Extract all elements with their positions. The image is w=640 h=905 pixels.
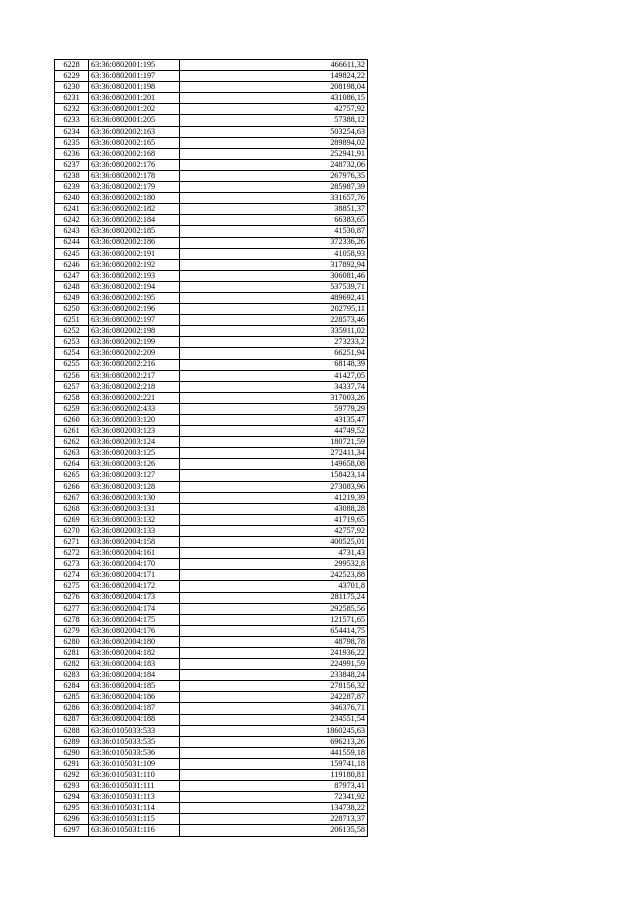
table-row bbox=[55, 659, 368, 670]
row-number: 6261 bbox=[55, 426, 89, 437]
table-row bbox=[55, 60, 368, 71]
cadastral-value: 306081,46 bbox=[180, 270, 368, 281]
row-number: 6277 bbox=[55, 603, 89, 614]
table-row bbox=[55, 758, 368, 769]
cadastral-value: 317892,94 bbox=[180, 259, 368, 270]
cadastral-value: 57388,12 bbox=[180, 115, 368, 126]
cadastral-value: 41219,39 bbox=[180, 492, 368, 503]
cadastral-number: 63:36:0105031:110 bbox=[89, 770, 180, 781]
cadastral-value: 335911,02 bbox=[180, 326, 368, 337]
table-row bbox=[55, 381, 368, 392]
cadastral-value: 119180,81 bbox=[180, 770, 368, 781]
table-row bbox=[55, 93, 368, 104]
cadastral-number: 63:36:0802002:209 bbox=[89, 348, 180, 359]
cadastral-value: 696213,26 bbox=[180, 736, 368, 747]
table-row bbox=[55, 814, 368, 825]
row-number: 6259 bbox=[55, 403, 89, 414]
table-row bbox=[55, 703, 368, 714]
table-row bbox=[55, 625, 368, 636]
cadastral-number: 63:36:0105033:533 bbox=[89, 725, 180, 736]
cadastral-value: 466611,32 bbox=[180, 60, 368, 71]
cadastral-number: 63:36:0802002:193 bbox=[89, 270, 180, 281]
cadastral-value: 72341,92 bbox=[180, 792, 368, 803]
cadastral-value: 149658,08 bbox=[180, 459, 368, 470]
table-row bbox=[55, 248, 368, 259]
table-row bbox=[55, 204, 368, 215]
row-number: 6243 bbox=[55, 226, 89, 237]
table-row bbox=[55, 281, 368, 292]
table-row bbox=[55, 292, 368, 303]
cadastral-number: 63:36:0802002:196 bbox=[89, 304, 180, 315]
cadastral-number: 63:36:0802002:218 bbox=[89, 381, 180, 392]
row-number: 6255 bbox=[55, 359, 89, 370]
table-row bbox=[55, 781, 368, 792]
row-number: 6281 bbox=[55, 647, 89, 658]
cadastral-number: 63:36:0802003:127 bbox=[89, 470, 180, 481]
table-row bbox=[55, 437, 368, 448]
cadastral-number: 63:36:0802001:198 bbox=[89, 82, 180, 93]
row-number: 6249 bbox=[55, 292, 89, 303]
cadastral-value: 273083,96 bbox=[180, 481, 368, 492]
cadastral-value: 292585,56 bbox=[180, 603, 368, 614]
cadastral-number: 63:36:0105031:114 bbox=[89, 803, 180, 814]
cadastral-number: 63:36:0802002:191 bbox=[89, 248, 180, 259]
table-row bbox=[55, 104, 368, 115]
table-row bbox=[55, 137, 368, 148]
row-number: 6256 bbox=[55, 370, 89, 381]
table-row bbox=[55, 148, 368, 159]
row-number: 6240 bbox=[55, 193, 89, 204]
table-row bbox=[55, 714, 368, 725]
table-row bbox=[55, 215, 368, 226]
row-number: 6233 bbox=[55, 115, 89, 126]
row-number: 6245 bbox=[55, 248, 89, 259]
cadastral-value: 208198,04 bbox=[180, 82, 368, 93]
cadastral-number: 63:36:0802002:180 bbox=[89, 193, 180, 204]
row-number: 6260 bbox=[55, 415, 89, 426]
table-row bbox=[55, 392, 368, 403]
cadastral-value: 4731,43 bbox=[180, 548, 368, 559]
row-number: 6236 bbox=[55, 148, 89, 159]
cadastral-value: 43088,28 bbox=[180, 503, 368, 514]
row-number: 6234 bbox=[55, 126, 89, 137]
row-number: 6254 bbox=[55, 348, 89, 359]
cadastral-number: 63:36:0802002:199 bbox=[89, 337, 180, 348]
cadastral-number: 63:36:0802004:182 bbox=[89, 647, 180, 658]
row-number: 6286 bbox=[55, 703, 89, 714]
cadastral-number: 63:36:0802003:131 bbox=[89, 503, 180, 514]
table-row bbox=[55, 226, 368, 237]
table-row bbox=[55, 514, 368, 525]
row-number: 6232 bbox=[55, 104, 89, 115]
row-number: 6257 bbox=[55, 381, 89, 392]
cadastral-value: 42757,92 bbox=[180, 525, 368, 536]
row-number: 6283 bbox=[55, 670, 89, 681]
cadastral-value: 180721,59 bbox=[180, 437, 368, 448]
cadastral-value: 278156,32 bbox=[180, 681, 368, 692]
data-table bbox=[54, 59, 368, 837]
cadastral-value: 38851,37 bbox=[180, 204, 368, 215]
cadastral-value: 228713,37 bbox=[180, 814, 368, 825]
cadastral-number: 63:36:0802002:216 bbox=[89, 359, 180, 370]
table-row bbox=[55, 403, 368, 414]
cadastral-number: 63:36:0802004:171 bbox=[89, 570, 180, 581]
cadastral-value: 242287,87 bbox=[180, 692, 368, 703]
row-number: 6288 bbox=[55, 725, 89, 736]
row-number: 6251 bbox=[55, 315, 89, 326]
cadastral-value: 48798,78 bbox=[180, 636, 368, 647]
cadastral-value: 431086,15 bbox=[180, 93, 368, 104]
cadastral-value: 41427,05 bbox=[180, 370, 368, 381]
cadastral-number: 63:36:0105031:109 bbox=[89, 758, 180, 769]
row-number: 6228 bbox=[55, 60, 89, 71]
cadastral-number: 63:36:0802004:176 bbox=[89, 625, 180, 636]
cadastral-value: 252941,91 bbox=[180, 148, 368, 159]
table-row bbox=[55, 559, 368, 570]
row-number: 6284 bbox=[55, 681, 89, 692]
cadastral-value: 202795,11 bbox=[180, 304, 368, 315]
cadastral-value: 400525,01 bbox=[180, 537, 368, 548]
table-row bbox=[55, 570, 368, 581]
cadastral-value: 441559,18 bbox=[180, 747, 368, 758]
cadastral-value: 331657,76 bbox=[180, 193, 368, 204]
cadastral-value: 489692,41 bbox=[180, 292, 368, 303]
cadastral-number: 63:36:0802004:170 bbox=[89, 559, 180, 570]
cadastral-value: 66251,94 bbox=[180, 348, 368, 359]
row-number: 6272 bbox=[55, 548, 89, 559]
cadastral-value: 372336,26 bbox=[180, 237, 368, 248]
cadastral-number: 63:36:0802003:123 bbox=[89, 426, 180, 437]
row-number: 6262 bbox=[55, 437, 89, 448]
cadastral-number: 63:36:0105033:535 bbox=[89, 736, 180, 747]
cadastral-number: 63:36:0802002:176 bbox=[89, 159, 180, 170]
cadastral-value: 299532,8 bbox=[180, 559, 368, 570]
table-row bbox=[55, 525, 368, 536]
cadastral-value: 44749,52 bbox=[180, 426, 368, 437]
table-row bbox=[55, 126, 368, 137]
cadastral-value: 234551,54 bbox=[180, 714, 368, 725]
row-number: 6250 bbox=[55, 304, 89, 315]
table-row bbox=[55, 315, 368, 326]
table-row bbox=[55, 681, 368, 692]
table-row bbox=[55, 170, 368, 181]
cadastral-number: 63:36:0105033:536 bbox=[89, 747, 180, 758]
row-number: 6269 bbox=[55, 514, 89, 525]
cadastral-value: 121571,65 bbox=[180, 614, 368, 625]
cadastral-number: 63:36:0802004:180 bbox=[89, 636, 180, 647]
cadastral-number: 63:36:0802004:188 bbox=[89, 714, 180, 725]
table-row bbox=[55, 270, 368, 281]
row-number: 6239 bbox=[55, 182, 89, 193]
cadastral-value: 43701,8 bbox=[180, 581, 368, 592]
table-row bbox=[55, 415, 368, 426]
cadastral-number: 63:36:0802001:205 bbox=[89, 115, 180, 126]
cadastral-value: 158423,14 bbox=[180, 470, 368, 481]
cadastral-value: 42757,92 bbox=[180, 104, 368, 115]
table-row bbox=[55, 348, 368, 359]
table-row bbox=[55, 537, 368, 548]
row-number: 6231 bbox=[55, 93, 89, 104]
table-row bbox=[55, 492, 368, 503]
row-number: 6295 bbox=[55, 803, 89, 814]
cadastral-number: 63:36:0802002:198 bbox=[89, 326, 180, 337]
cadastral-number: 63:36:0802004:172 bbox=[89, 581, 180, 592]
cadastral-value: 34337,74 bbox=[180, 381, 368, 392]
cadastral-number: 63:36:0802004:184 bbox=[89, 670, 180, 681]
row-number: 6253 bbox=[55, 337, 89, 348]
cadastral-value: 59779,29 bbox=[180, 403, 368, 414]
row-number: 6237 bbox=[55, 159, 89, 170]
row-number: 6292 bbox=[55, 770, 89, 781]
cadastral-value: 134738,22 bbox=[180, 803, 368, 814]
row-number: 6271 bbox=[55, 537, 89, 548]
row-number: 6273 bbox=[55, 559, 89, 570]
table-row bbox=[55, 825, 368, 836]
cadastral-number: 63:36:0802003:132 bbox=[89, 514, 180, 525]
table-row bbox=[55, 647, 368, 658]
cadastral-number: 63:36:0105031:116 bbox=[89, 825, 180, 836]
row-number: 6287 bbox=[55, 714, 89, 725]
cadastral-number: 63:36:0802002:217 bbox=[89, 370, 180, 381]
cadastral-number: 63:36:0802001:201 bbox=[89, 93, 180, 104]
table-row bbox=[55, 337, 368, 348]
cadastral-number: 63:36:0802004:174 bbox=[89, 603, 180, 614]
row-number: 6296 bbox=[55, 814, 89, 825]
cadastral-value: 285987,39 bbox=[180, 182, 368, 193]
row-number: 6241 bbox=[55, 204, 89, 215]
cadastral-number: 63:36:0105031:111 bbox=[89, 781, 180, 792]
cadastral-value: 149824,22 bbox=[180, 71, 368, 82]
table-row bbox=[55, 470, 368, 481]
cadastral-number: 63:36:0802002:186 bbox=[89, 237, 180, 248]
cadastral-value: 281175,24 bbox=[180, 592, 368, 603]
table-row bbox=[55, 182, 368, 193]
cadastral-number: 63:36:0802002:192 bbox=[89, 259, 180, 270]
table-row bbox=[55, 326, 368, 337]
table-row bbox=[55, 614, 368, 625]
row-number: 6264 bbox=[55, 459, 89, 470]
row-number: 6266 bbox=[55, 481, 89, 492]
cadastral-value: 346376,71 bbox=[180, 703, 368, 714]
row-number: 6289 bbox=[55, 736, 89, 747]
table-row bbox=[55, 792, 368, 803]
table-row bbox=[55, 115, 368, 126]
row-number: 6297 bbox=[55, 825, 89, 836]
row-number: 6247 bbox=[55, 270, 89, 281]
cadastral-value: 41719,65 bbox=[180, 514, 368, 525]
table-row bbox=[55, 193, 368, 204]
cadastral-number: 63:36:0802003:133 bbox=[89, 525, 180, 536]
cadastral-value: 1860245,63 bbox=[180, 725, 368, 736]
table-row bbox=[55, 670, 368, 681]
cadastral-value: 272411,34 bbox=[180, 448, 368, 459]
table-body bbox=[55, 60, 368, 837]
cadastral-number: 63:36:0802002:178 bbox=[89, 170, 180, 181]
row-number: 6263 bbox=[55, 448, 89, 459]
cadastral-number: 63:36:0802002:179 bbox=[89, 182, 180, 193]
row-number: 6265 bbox=[55, 470, 89, 481]
row-number: 6248 bbox=[55, 281, 89, 292]
cadastral-number: 63:36:0802004:186 bbox=[89, 692, 180, 703]
cadastral-number: 63:36:0105031:115 bbox=[89, 814, 180, 825]
cadastral-number: 63:36:0802002:197 bbox=[89, 315, 180, 326]
cadastral-value: 273233,2 bbox=[180, 337, 368, 348]
cadastral-value: 41058,93 bbox=[180, 248, 368, 259]
table-row bbox=[55, 803, 368, 814]
cadastral-number: 63:36:0802002:165 bbox=[89, 137, 180, 148]
cadastral-number: 63:36:0802004:183 bbox=[89, 659, 180, 670]
cadastral-number: 63:36:0802003:125 bbox=[89, 448, 180, 459]
table-row bbox=[55, 747, 368, 758]
cadastral-number: 63:36:0802002:195 bbox=[89, 292, 180, 303]
row-number: 6285 bbox=[55, 692, 89, 703]
table-row bbox=[55, 603, 368, 614]
row-number: 6294 bbox=[55, 792, 89, 803]
row-number: 6230 bbox=[55, 82, 89, 93]
row-number: 6267 bbox=[55, 492, 89, 503]
cadastral-value: 537539,71 bbox=[180, 281, 368, 292]
row-number: 6279 bbox=[55, 625, 89, 636]
row-number: 6229 bbox=[55, 71, 89, 82]
cadastral-number: 63:36:0802002:433 bbox=[89, 403, 180, 414]
cadastral-number: 63:36:0802001:202 bbox=[89, 104, 180, 115]
cadastral-value: 267976,35 bbox=[180, 170, 368, 181]
table-row bbox=[55, 448, 368, 459]
cadastral-value: 43135,47 bbox=[180, 415, 368, 426]
cadastral-number: 63:36:0802003:124 bbox=[89, 437, 180, 448]
cadastral-value: 503254,63 bbox=[180, 126, 368, 137]
cadastral-number: 63:36:0802002:184 bbox=[89, 215, 180, 226]
table-row bbox=[55, 503, 368, 514]
table-row bbox=[55, 736, 368, 747]
row-number: 6268 bbox=[55, 503, 89, 514]
cadastral-value: 241936,22 bbox=[180, 647, 368, 658]
table-row bbox=[55, 481, 368, 492]
cadastral-number: 63:36:0802002:168 bbox=[89, 148, 180, 159]
cadastral-number: 63:36:0802001:197 bbox=[89, 71, 180, 82]
table-row bbox=[55, 636, 368, 647]
row-number: 6293 bbox=[55, 781, 89, 792]
cadastral-number: 63:36:0105031:113 bbox=[89, 792, 180, 803]
table-row bbox=[55, 159, 368, 170]
row-number: 6274 bbox=[55, 570, 89, 581]
cadastral-number: 63:36:0802002:221 bbox=[89, 392, 180, 403]
row-number: 6280 bbox=[55, 636, 89, 647]
row-number: 6275 bbox=[55, 581, 89, 592]
cadastral-number: 63:36:0802002:182 bbox=[89, 204, 180, 215]
row-number: 6258 bbox=[55, 392, 89, 403]
row-number: 6291 bbox=[55, 758, 89, 769]
row-number: 6244 bbox=[55, 237, 89, 248]
table-row bbox=[55, 548, 368, 559]
cadastral-value: 41530,87 bbox=[180, 226, 368, 237]
table-row bbox=[55, 581, 368, 592]
cadastral-value: 66383,65 bbox=[180, 215, 368, 226]
cadastral-value: 654414,75 bbox=[180, 625, 368, 636]
cadastral-value: 317003,26 bbox=[180, 392, 368, 403]
cadastral-number: 63:36:0802004:185 bbox=[89, 681, 180, 692]
cadastral-value: 228573,46 bbox=[180, 315, 368, 326]
row-number: 6290 bbox=[55, 747, 89, 758]
cadastral-value: 233848,24 bbox=[180, 670, 368, 681]
table-row bbox=[55, 770, 368, 781]
cadastral-value: 224991,59 bbox=[180, 659, 368, 670]
row-number: 6278 bbox=[55, 614, 89, 625]
cadastral-value: 248732,06 bbox=[180, 159, 368, 170]
cadastral-number: 63:36:0802003:120 bbox=[89, 415, 180, 426]
table-row bbox=[55, 304, 368, 315]
row-number: 6238 bbox=[55, 170, 89, 181]
row-number: 6282 bbox=[55, 659, 89, 670]
cadastral-number: 63:36:0802003:130 bbox=[89, 492, 180, 503]
cadastral-value: 289894,02 bbox=[180, 137, 368, 148]
row-number: 6242 bbox=[55, 215, 89, 226]
cadastral-number: 63:36:0802004:158 bbox=[89, 537, 180, 548]
row-number: 6276 bbox=[55, 592, 89, 603]
cadastral-number: 63:36:0802004:187 bbox=[89, 703, 180, 714]
cadastral-number: 63:36:0802003:126 bbox=[89, 459, 180, 470]
table-row bbox=[55, 259, 368, 270]
table-row bbox=[55, 71, 368, 82]
table-row bbox=[55, 459, 368, 470]
cadastral-number: 63:36:0802004:175 bbox=[89, 614, 180, 625]
cadastral-value: 242523,88 bbox=[180, 570, 368, 581]
row-number: 6270 bbox=[55, 525, 89, 536]
row-number: 6235 bbox=[55, 137, 89, 148]
table-row bbox=[55, 426, 368, 437]
cadastral-number: 63:36:0802003:128 bbox=[89, 481, 180, 492]
cadastral-number: 63:36:0802002:163 bbox=[89, 126, 180, 137]
table-row bbox=[55, 82, 368, 93]
cadastral-number: 63:36:0802002:194 bbox=[89, 281, 180, 292]
cadastral-number: 63:36:0802004:173 bbox=[89, 592, 180, 603]
table-row bbox=[55, 592, 368, 603]
cadastral-number: 63:36:0802001:195 bbox=[89, 60, 180, 71]
table-row bbox=[55, 725, 368, 736]
row-number: 6246 bbox=[55, 259, 89, 270]
cadastral-value: 159741,18 bbox=[180, 758, 368, 769]
cadastral-value: 87973,41 bbox=[180, 781, 368, 792]
table-row bbox=[55, 692, 368, 703]
table-row bbox=[55, 359, 368, 370]
cadastral-value: 206135,58 bbox=[180, 825, 368, 836]
table-row bbox=[55, 237, 368, 248]
cadastral-number: 63:36:0802002:185 bbox=[89, 226, 180, 237]
cadastral-value: 68148,39 bbox=[180, 359, 368, 370]
cadastral-number: 63:36:0802004:161 bbox=[89, 548, 180, 559]
row-number: 6252 bbox=[55, 326, 89, 337]
table-row bbox=[55, 370, 368, 381]
